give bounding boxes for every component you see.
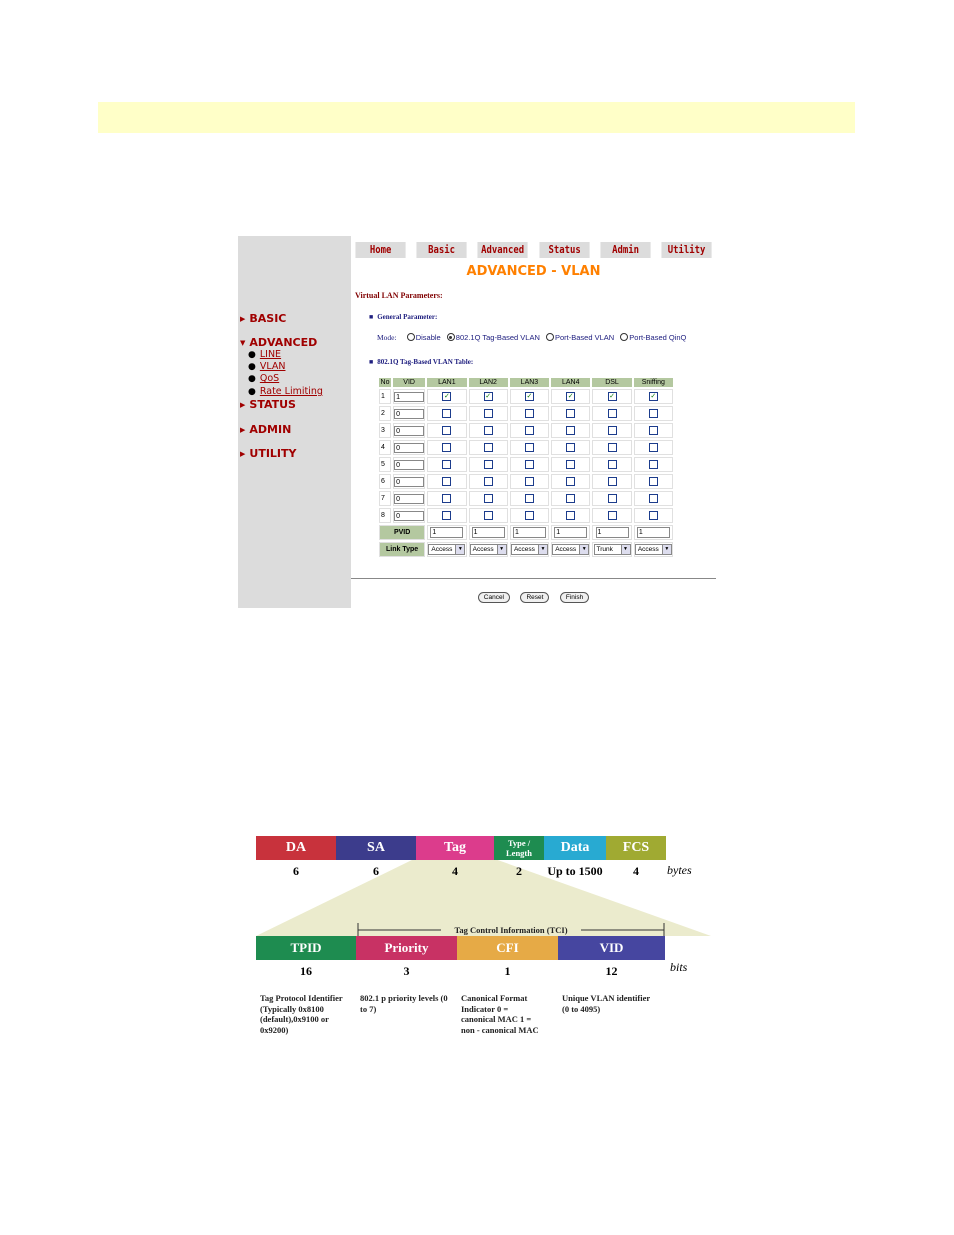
col-header-dsl: DSL xyxy=(592,378,631,387)
col-header-lan4: LAN4 xyxy=(551,378,590,387)
link-type-select-lan3[interactable]: Access ▼ xyxy=(511,544,548,555)
checkbox-lan3[interactable] xyxy=(525,426,534,435)
tci-label: Tag Control Information (TCI) xyxy=(454,925,568,935)
checkbox-lan4[interactable] xyxy=(566,426,575,435)
col-header-sniffing: Sniffing xyxy=(634,378,673,387)
checkbox-lan2[interactable] xyxy=(484,477,493,486)
checkbox-sniffing[interactable] xyxy=(649,443,658,452)
checkbox-dsl[interactable] xyxy=(608,494,617,503)
checkbox-dsl[interactable] xyxy=(608,443,617,452)
divider xyxy=(351,578,716,579)
table-row xyxy=(379,406,673,421)
vid-input[interactable]: 0 xyxy=(394,409,424,419)
table-row xyxy=(379,474,673,489)
tag-field-description: Unique VLAN identifier (0 to 4095) xyxy=(562,993,651,1014)
checkbox-lan1[interactable] xyxy=(442,460,451,469)
checkbox-lan3[interactable] xyxy=(525,494,534,503)
checkbox-lan4[interactable] xyxy=(566,460,575,469)
checkbox-lan3[interactable] xyxy=(525,443,534,452)
link-type-select-lan2[interactable]: Access ▼ xyxy=(470,544,507,555)
checkbox-sniffing[interactable]: ✓ xyxy=(650,393,657,400)
checkbox-dsl[interactable] xyxy=(608,460,617,469)
checkbox-lan2[interactable] xyxy=(484,511,493,520)
table-row xyxy=(379,389,673,404)
col-header-lan3: LAN3 xyxy=(510,378,549,387)
frame-field-box: Data xyxy=(544,836,606,860)
pvid-input-lan2[interactable]: 1 xyxy=(472,527,505,538)
tag-field-box: CFI xyxy=(457,936,558,960)
button-bar xyxy=(351,586,716,604)
checkbox-lan4[interactable] xyxy=(566,477,575,486)
pvid-input-dsl[interactable]: 1 xyxy=(596,527,629,538)
reset-button[interactable]: Reset xyxy=(520,592,549,603)
tag-field-description: Tag Protocol Identifier (Typically 0x8100 (default),0x9100 or 0x9200) xyxy=(260,993,343,1035)
sidebar-item-basic[interactable]: ▶ BASIC xyxy=(240,312,287,325)
note-bar xyxy=(98,102,855,133)
sidebar-subitem-rate-limiting[interactable]: ● Rate Limiting xyxy=(248,386,323,397)
row-number: 8 xyxy=(379,508,391,523)
sidebar-subitem-vlan[interactable]: ● VLAN xyxy=(248,361,286,372)
checkbox-lan3[interactable] xyxy=(525,477,534,486)
tag-field-box: VID xyxy=(558,936,665,960)
checkbox-dsl[interactable]: ✓ xyxy=(609,393,615,400)
mode-row: Mode: Disable 802.1Q Tag-Based VLAN Port-Based VLAN Port-Based QinQ xyxy=(377,333,687,342)
row-number: 6 xyxy=(379,474,391,489)
nav-tab-advanced[interactable]: Advanced xyxy=(478,242,528,258)
checkbox-dsl[interactable] xyxy=(608,409,617,418)
link-type-label: Link Type xyxy=(379,542,425,557)
tag-field-bits: 16 xyxy=(300,964,312,978)
top-nav xyxy=(351,242,716,258)
checkbox-lan2[interactable] xyxy=(484,426,493,435)
tag-field-bits: 1 xyxy=(504,964,511,978)
tag-field-description: Canonical Format Indicator 0 = canonical MAC 1 = non - canonical MAC xyxy=(461,993,539,1035)
table-row xyxy=(379,508,673,523)
checkbox-sniffing[interactable] xyxy=(649,426,658,435)
mode-radio-qinq[interactable] xyxy=(620,333,628,341)
sidebar-item-utility[interactable]: ▶ UTILITY xyxy=(240,447,297,460)
chevron-down-icon: ▼ xyxy=(621,545,630,554)
checkbox-lan1[interactable]: ✓ xyxy=(443,393,450,400)
frame-field-size: 6 xyxy=(293,864,299,878)
vlan-table xyxy=(377,376,675,559)
sidebar-item-admin[interactable]: ▶ ADMIN xyxy=(240,423,292,436)
checkbox-sniffing[interactable] xyxy=(649,409,658,418)
checkbox-lan3[interactable] xyxy=(525,511,534,520)
checkbox-lan1[interactable] xyxy=(442,494,451,503)
frame-field-size: 4 xyxy=(452,864,458,878)
general-parameter-heading: ■ General Parameter: xyxy=(369,313,438,321)
link-type-select-lan1[interactable]: Access ▼ xyxy=(428,544,465,555)
row-number: 7 xyxy=(379,491,391,506)
row-number: 2 xyxy=(379,406,391,421)
mode-radio-8021q[interactable] xyxy=(447,333,455,341)
frame-field-size: Up to 1500 xyxy=(547,864,603,878)
chevron-down-icon: ▼ xyxy=(579,545,588,554)
col-header-lan1: LAN1 xyxy=(427,378,466,387)
checkbox-dsl[interactable] xyxy=(608,511,617,520)
bytes-unit: bytes xyxy=(667,863,692,877)
checkbox-sniffing[interactable] xyxy=(649,477,658,486)
mode-radio-port-based[interactable] xyxy=(546,333,554,341)
mode-label: Mode: xyxy=(377,333,397,342)
vlan-table-heading: ■ 802.1Q Tag-Based VLAN Table: xyxy=(369,358,474,366)
tag-field-bits: 12 xyxy=(605,964,618,978)
frame-field-box: SA xyxy=(336,836,416,860)
row-number: 1 xyxy=(379,389,391,404)
col-header-vid: VID xyxy=(393,378,425,387)
checkbox-lan2[interactable] xyxy=(484,409,493,418)
chevron-down-icon: ▼ xyxy=(662,545,671,554)
checkbox-lan2[interactable] xyxy=(484,460,493,469)
checkbox-lan2[interactable]: ✓ xyxy=(485,393,492,400)
checkbox-dsl[interactable] xyxy=(608,477,617,486)
tag-field-box: Priority xyxy=(356,936,457,960)
checkbox-lan1[interactable] xyxy=(442,443,451,452)
checkbox-sniffing[interactable] xyxy=(649,460,658,469)
vid-input[interactable]: 0 xyxy=(394,443,424,453)
checkbox-lan4[interactable] xyxy=(566,511,575,520)
checkbox-lan4[interactable] xyxy=(566,443,575,452)
nav-tab-utility[interactable]: Utility xyxy=(661,242,711,258)
pvid-input-lan1[interactable]: 1 xyxy=(430,527,463,538)
frame-field-box: Tag xyxy=(416,836,494,860)
pvid-input-lan4[interactable]: 1 xyxy=(554,527,587,538)
checkbox-sniffing[interactable] xyxy=(649,494,658,503)
vid-input[interactable]: 0 xyxy=(394,494,424,504)
sidebar-subitem-qos[interactable]: ● QoS xyxy=(248,373,280,384)
chevron-down-icon: ▼ xyxy=(497,545,506,554)
pvid-input-sniffing[interactable]: 1 xyxy=(637,527,670,538)
cancel-button[interactable]: Cancel xyxy=(478,592,510,603)
chevron-down-icon: ▼ xyxy=(455,545,464,554)
vid-input[interactable]: 1 xyxy=(394,392,424,402)
table-row xyxy=(379,440,673,455)
chevron-down-icon: ▼ xyxy=(538,545,547,554)
link-type-row xyxy=(379,542,673,557)
row-number: 4 xyxy=(379,440,391,455)
sidebar-item-advanced[interactable]: ▼ ADVANCED xyxy=(240,336,318,349)
frame-field-box: FCS xyxy=(606,836,666,860)
sidebar-item-status[interactable]: ▶ STATUS xyxy=(240,398,296,411)
nav-tab-home[interactable]: Home xyxy=(355,242,405,258)
row-number: 3 xyxy=(379,423,391,438)
frame-field-box: Type / Length xyxy=(494,836,544,860)
tag-field-description: 802.1 p priority levels (0 to 7) xyxy=(360,993,448,1014)
tag-field-bits: 3 xyxy=(403,964,410,978)
link-type-select-dsl[interactable]: Trunk ▼ xyxy=(594,544,631,555)
frame-field-size: 4 xyxy=(633,864,639,878)
col-header-no: No xyxy=(380,379,390,386)
nav-tab-basic[interactable]: Basic xyxy=(417,242,467,258)
vid-input[interactable]: 0 xyxy=(394,460,424,470)
row-number: 5 xyxy=(379,457,391,472)
frame-field-size: 6 xyxy=(373,864,379,878)
checkbox-lan1[interactable] xyxy=(442,477,451,486)
table-row xyxy=(379,491,673,506)
pvid-row xyxy=(379,525,673,540)
vid-input[interactable]: 0 xyxy=(394,477,424,487)
checkbox-lan4[interactable] xyxy=(566,494,575,503)
frame-field-size: 2 xyxy=(516,864,522,878)
mode-radio-disable[interactable] xyxy=(407,333,415,341)
sidebar-subitem-line[interactable]: ● LINE xyxy=(248,349,282,360)
vlan-config-screenshot xyxy=(238,236,716,608)
page-title: ADVANCED - VLAN xyxy=(466,264,601,279)
section-title: Virtual LAN Parameters: xyxy=(355,291,443,300)
vid-input[interactable]: 0 xyxy=(394,426,424,436)
checkbox-lan3[interactable]: ✓ xyxy=(526,393,533,400)
table-row xyxy=(379,457,673,472)
checkbox-lan3[interactable] xyxy=(525,460,534,469)
link-type-select-lan4[interactable]: Access ▼ xyxy=(552,544,589,555)
vlan-table-header-row xyxy=(379,378,673,387)
tag-field-box: TPID xyxy=(256,936,356,960)
vid-input[interactable]: 0 xyxy=(394,511,424,521)
finish-button[interactable]: Finish xyxy=(560,592,589,603)
col-header-lan2: LAN2 xyxy=(469,378,508,387)
bits-unit: bits xyxy=(670,960,688,974)
checkbox-lan4[interactable]: ✓ xyxy=(567,393,574,400)
checkbox-lan1[interactable] xyxy=(442,426,451,435)
frame-field-box: DA xyxy=(256,836,336,860)
checkbox-lan1[interactable] xyxy=(442,511,451,520)
sidebar xyxy=(238,236,351,608)
vlan-tag-frame-diagram xyxy=(246,828,716,1053)
checkbox-lan4[interactable] xyxy=(566,409,575,418)
nav-tab-status[interactable]: Status xyxy=(539,242,589,258)
link-type-select-sniffing[interactable]: Access ▼ xyxy=(635,544,672,555)
checkbox-dsl[interactable] xyxy=(608,426,617,435)
table-row xyxy=(379,423,673,438)
checkbox-lan3[interactable] xyxy=(525,409,534,418)
pvid-label: PVID xyxy=(379,525,425,540)
checkbox-lan1[interactable] xyxy=(442,409,451,418)
nav-tab-admin[interactable]: Admin xyxy=(600,242,650,258)
checkbox-sniffing[interactable] xyxy=(649,511,658,520)
checkbox-lan2[interactable] xyxy=(484,494,493,503)
checkbox-lan2[interactable] xyxy=(484,443,493,452)
pvid-input-lan3[interactable]: 1 xyxy=(513,527,546,538)
